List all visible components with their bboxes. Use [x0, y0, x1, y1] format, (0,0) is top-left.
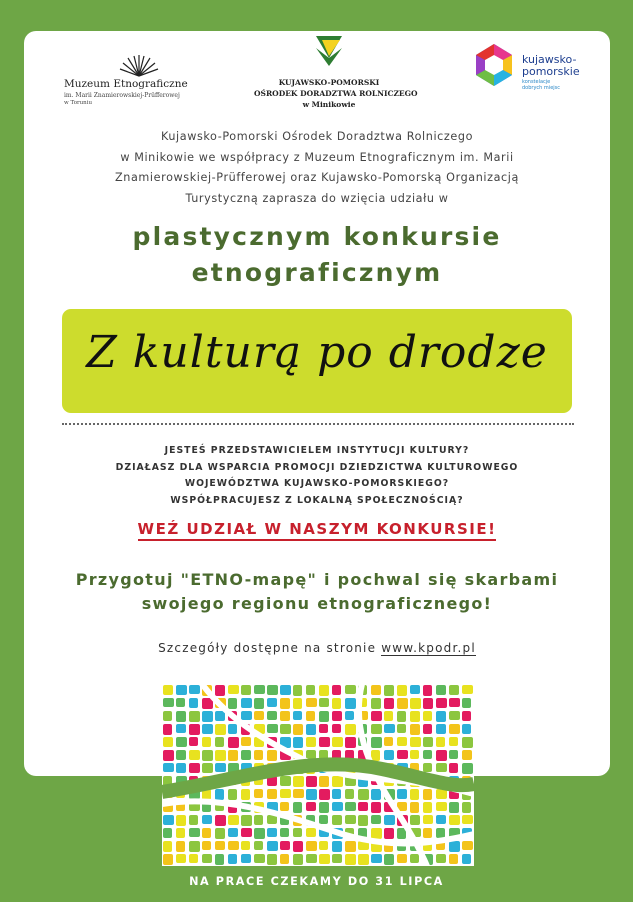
map-block [293, 802, 302, 813]
map-block [254, 854, 265, 863]
intro-line: w Minikowie we współpracy z Muzeum Etnograficznym im. Marii [120, 150, 514, 164]
map-block [397, 854, 407, 863]
contest-title-banner [62, 309, 572, 413]
map-block [202, 711, 213, 722]
map-block [176, 724, 186, 733]
map-block [215, 737, 224, 747]
map-block [293, 776, 304, 787]
map-block [293, 711, 302, 720]
region-star-icon [472, 43, 516, 87]
map-block [345, 698, 356, 709]
map-block [319, 724, 328, 733]
map-block [462, 685, 473, 694]
call-to-action [24, 520, 610, 538]
map-block [228, 789, 237, 800]
map-block [215, 854, 224, 865]
map-block [306, 711, 315, 721]
map-block [462, 711, 471, 721]
map-block [293, 789, 304, 798]
map-block [254, 711, 264, 720]
map-block [189, 750, 200, 760]
map-block [163, 841, 172, 852]
map-block [332, 724, 341, 733]
map-block [306, 789, 317, 800]
map-block [163, 854, 173, 865]
map-block [410, 724, 420, 735]
map-block [241, 815, 252, 826]
region-name-line2: pomorskie [522, 65, 580, 78]
map-block [384, 828, 394, 839]
map-block [462, 815, 473, 824]
map-block [267, 724, 278, 733]
map-block [410, 737, 421, 747]
map-block [462, 802, 471, 813]
map-block [176, 854, 186, 863]
map-block [306, 854, 317, 863]
map-block [215, 750, 226, 761]
map-block [332, 685, 341, 695]
map-block [280, 802, 289, 811]
map-block [410, 854, 419, 863]
kpodr-logo [254, 36, 418, 116]
map-block [306, 802, 316, 811]
museum-name: Muzeum Etnograficzne [64, 78, 188, 90]
map-block [228, 724, 237, 734]
map-block [449, 711, 460, 720]
map-block [332, 789, 341, 799]
map-block [280, 685, 291, 695]
museum-fan-icon [118, 55, 160, 77]
map-block [254, 815, 263, 825]
map-block [462, 724, 471, 734]
map-block [436, 737, 445, 747]
map-block [228, 854, 237, 864]
map-block [241, 750, 251, 760]
map-block [371, 789, 381, 800]
map-block [267, 685, 278, 695]
map-block [254, 789, 263, 798]
map-block [319, 841, 328, 850]
map-block [319, 711, 329, 722]
map-block [345, 685, 356, 694]
map-block [306, 776, 317, 787]
map-block [449, 815, 460, 825]
map-block [176, 763, 186, 773]
map-block [423, 711, 432, 721]
map-block [371, 802, 381, 813]
map-block [176, 815, 186, 826]
kpodr-mark-icon [316, 36, 342, 66]
headline [24, 219, 610, 291]
map-block [189, 685, 200, 694]
map-block [384, 711, 393, 721]
map-block [163, 815, 174, 825]
map-block [280, 711, 290, 721]
map-block [280, 789, 291, 798]
map-block [319, 802, 329, 813]
map-block [189, 854, 198, 863]
map-block [384, 737, 393, 746]
map-block [384, 854, 394, 865]
map-block [462, 854, 471, 864]
map-block [332, 698, 341, 709]
map-block [280, 724, 291, 734]
map-block [371, 685, 381, 695]
region-logo [472, 43, 602, 99]
map-block [202, 750, 213, 761]
map-block [410, 789, 419, 800]
map-block [436, 750, 447, 761]
map-block [384, 750, 394, 760]
museum-city: w Toruniu [64, 100, 93, 106]
map-block [293, 685, 302, 696]
map-block [189, 763, 200, 773]
map-block [423, 815, 433, 824]
map-block [215, 724, 226, 735]
map-block [254, 698, 264, 709]
map-block [241, 711, 252, 720]
map-block [228, 698, 237, 709]
map-block [189, 711, 200, 722]
map-block [436, 854, 446, 863]
map-block [280, 828, 289, 837]
map-block [176, 750, 186, 760]
map-block [267, 841, 278, 851]
map-block [449, 854, 458, 864]
map-block [397, 685, 407, 696]
map-block [163, 763, 174, 772]
map-block [410, 802, 419, 813]
headline-line1: plastycznym konkursie [132, 222, 502, 251]
map-block [163, 828, 172, 838]
kpodr-name-line2: OŚRODEK DORADZTWA ROLNICZEGO [254, 89, 418, 98]
map-block [423, 724, 432, 734]
map-block [410, 815, 420, 825]
map-block [267, 828, 277, 837]
map-block [215, 685, 225, 696]
map-block [228, 737, 239, 748]
map-block [202, 828, 211, 838]
map-block [280, 776, 291, 786]
map-block [371, 750, 380, 761]
map-block [319, 776, 329, 787]
map-block [436, 815, 446, 824]
map-block [449, 750, 458, 759]
map-block [436, 685, 446, 695]
map-block [462, 750, 472, 760]
map-block [241, 828, 252, 837]
map-block [319, 737, 330, 747]
map-block [163, 750, 174, 761]
map-block [293, 828, 302, 837]
questions-block [24, 443, 610, 509]
map-block [436, 828, 445, 838]
map-block [397, 789, 407, 799]
map-block [410, 711, 420, 722]
map-block [163, 698, 174, 707]
map-block [358, 789, 369, 800]
map-block [202, 815, 212, 824]
map-block [384, 698, 394, 709]
question-line: JESTEŚ PRZEDSTAWICIELEM INSTYTUCJI KULTURY? [164, 445, 470, 456]
map-block [202, 841, 211, 850]
map-block [423, 685, 432, 696]
map-block [176, 685, 187, 695]
region-tagline-line1: konstelacje [522, 79, 551, 85]
map-block [215, 789, 224, 800]
map-block [293, 854, 303, 865]
map-block [319, 815, 328, 824]
map-block [410, 698, 421, 709]
map-block [397, 724, 406, 733]
map-block [449, 724, 460, 734]
map-block [202, 724, 213, 734]
map-block [462, 737, 473, 748]
map-block [423, 802, 432, 813]
map-block [462, 763, 473, 774]
dotted-divider [62, 423, 574, 425]
map-block [267, 854, 277, 865]
map-block [332, 802, 343, 811]
map-block [202, 763, 213, 773]
map-block [176, 698, 185, 707]
map-block [293, 841, 303, 852]
prepare-line2: swojego regionu etnograficznego! [141, 593, 493, 613]
map-block [371, 724, 382, 734]
map-block [449, 698, 460, 707]
map-block [423, 737, 433, 747]
map-block [228, 815, 239, 825]
map-block [306, 737, 316, 747]
etno-map-illustration [162, 684, 474, 866]
map-block [462, 698, 471, 708]
map-block [228, 685, 239, 694]
kpodr-name-line1: KUJAWSKO-POMORSKI [278, 78, 380, 87]
museum-subtitle: im. Marii Znamierowskiej-Prüfferowej [64, 92, 180, 99]
map-block [332, 776, 343, 787]
map-block [189, 841, 200, 852]
map-block [306, 724, 316, 735]
map-block [215, 841, 225, 850]
map-block [436, 802, 447, 811]
map-block [384, 724, 395, 733]
map-block [280, 698, 290, 709]
map-block [202, 854, 212, 863]
map-block [176, 828, 185, 838]
map-block [397, 737, 407, 746]
map-block [163, 711, 172, 721]
map-block [306, 841, 317, 851]
museum-logo [64, 55, 194, 115]
map-block [228, 750, 238, 761]
poster-card [24, 31, 610, 776]
map-block [267, 698, 277, 707]
map-block [215, 828, 225, 839]
map-block [332, 854, 342, 863]
map-block [189, 815, 198, 825]
call-to-action-text: WEŹ UDZIAŁ W NASZYM KONKURSIE! [138, 520, 497, 541]
map-block [163, 685, 173, 695]
map-block [397, 711, 406, 722]
map-block [384, 685, 394, 696]
details-text: Szczegóły dostępne na stronie [158, 641, 382, 655]
map-block [371, 854, 382, 863]
map-block [436, 724, 446, 734]
map-block [319, 854, 330, 864]
map-block [241, 737, 251, 746]
map-block [241, 841, 250, 850]
map-block [163, 737, 173, 747]
map-block [332, 737, 343, 747]
map-block [280, 854, 289, 864]
map-block [293, 698, 302, 709]
map-block [449, 685, 459, 695]
map-block [189, 698, 198, 708]
map-block [267, 789, 277, 799]
map-block [267, 711, 277, 720]
map-block [241, 685, 251, 695]
map-block [371, 711, 382, 721]
map-block [371, 828, 382, 839]
map-block [293, 724, 303, 735]
map-block [176, 711, 186, 722]
prepare-line1: Przygotuj "ETNO-mapę" i pochwal się skarbami [75, 570, 559, 589]
map-block [293, 737, 303, 748]
prepare-text [24, 568, 610, 615]
map-block [449, 841, 460, 852]
map-block [254, 828, 265, 839]
map-block [189, 828, 200, 837]
map-block [189, 737, 198, 746]
map-block [423, 828, 432, 838]
map-block [176, 737, 187, 747]
map-block [241, 854, 251, 863]
map-block [371, 815, 381, 824]
headline-line2: etnograficznym [191, 258, 443, 287]
map-block [371, 698, 381, 709]
map-block [449, 802, 459, 813]
map-block [267, 750, 277, 761]
map-block [345, 854, 356, 865]
map-block [436, 763, 447, 772]
intro-line: Znamierowskiej-Prüfferowej oraz Kujawsko-Pomorską Organizacją [115, 171, 519, 184]
map-block [423, 763, 432, 772]
map-block [345, 841, 356, 852]
map-block [332, 841, 342, 852]
region-name-line1: kujawsko- [522, 53, 577, 66]
map-block [306, 828, 316, 837]
map-block [436, 698, 447, 708]
map-block [202, 737, 211, 747]
map-block [410, 685, 420, 694]
intro-text [24, 127, 610, 209]
map-block [189, 724, 200, 735]
map-block [319, 685, 329, 696]
map-block [397, 750, 408, 759]
map-block [241, 789, 250, 800]
map-block [176, 841, 185, 852]
map-block [319, 698, 329, 707]
region-tagline-line2: dobrych miejsc [522, 85, 561, 91]
map-block [449, 763, 458, 773]
map-block [254, 685, 265, 694]
map-block [358, 802, 368, 811]
contest-title: Z kulturą po drodze [86, 327, 548, 378]
intro-line: Turystyczną zaprasza do wzięcia udziału w [185, 191, 449, 205]
map-block [397, 828, 406, 839]
map-block [345, 724, 356, 735]
map-block [449, 737, 458, 746]
map-block [163, 724, 172, 735]
map-block [358, 854, 369, 865]
map-block [332, 711, 342, 721]
deadline-footer: NA PRACE CZEKAMY DO 31 LIPCA [189, 875, 444, 888]
map-block [423, 789, 432, 800]
map-block [410, 750, 419, 759]
map-block [332, 815, 342, 825]
website-link[interactable]: www.kpodr.pl [381, 641, 476, 655]
map-block [436, 711, 446, 722]
map-block [371, 737, 382, 748]
map-block [306, 685, 315, 695]
details-line [24, 641, 610, 655]
map-block [319, 789, 330, 800]
map-block [345, 737, 356, 748]
map-block [215, 815, 226, 826]
question-line: WSPÓŁPRACUJESZ Z LOKALNĄ SPOŁECZNOŚCIĄ? [170, 494, 464, 506]
map-block [280, 841, 290, 850]
intro-line: Kujawsko-Pomorski Ośrodek Doradztwa Rolniczego [160, 130, 474, 143]
kpodr-name-line3: w Minikowie [302, 100, 356, 109]
map-block [228, 841, 239, 850]
map-block [345, 711, 354, 720]
map-block [384, 815, 395, 825]
map-block [215, 711, 225, 721]
question-line: WOJEWÓDZTWA KUJAWSKO-POMORSKIEGO? [184, 478, 450, 489]
map-block [254, 750, 263, 760]
map-block [345, 802, 356, 811]
map-block [241, 698, 252, 708]
map-block [306, 698, 317, 707]
question-line: DZIAŁASZ DLA WSPARCIA PROMOCJI DZIEDZICTWA KULTUROWEGO [115, 461, 519, 473]
map-block [228, 828, 238, 837]
map-block [423, 750, 432, 759]
map-block [345, 789, 354, 799]
map-block [462, 841, 473, 850]
map-block [358, 815, 368, 826]
map-block [215, 763, 226, 772]
map-block [254, 841, 263, 850]
map-block [423, 698, 433, 709]
map-block [345, 815, 356, 824]
map-block [397, 698, 408, 709]
